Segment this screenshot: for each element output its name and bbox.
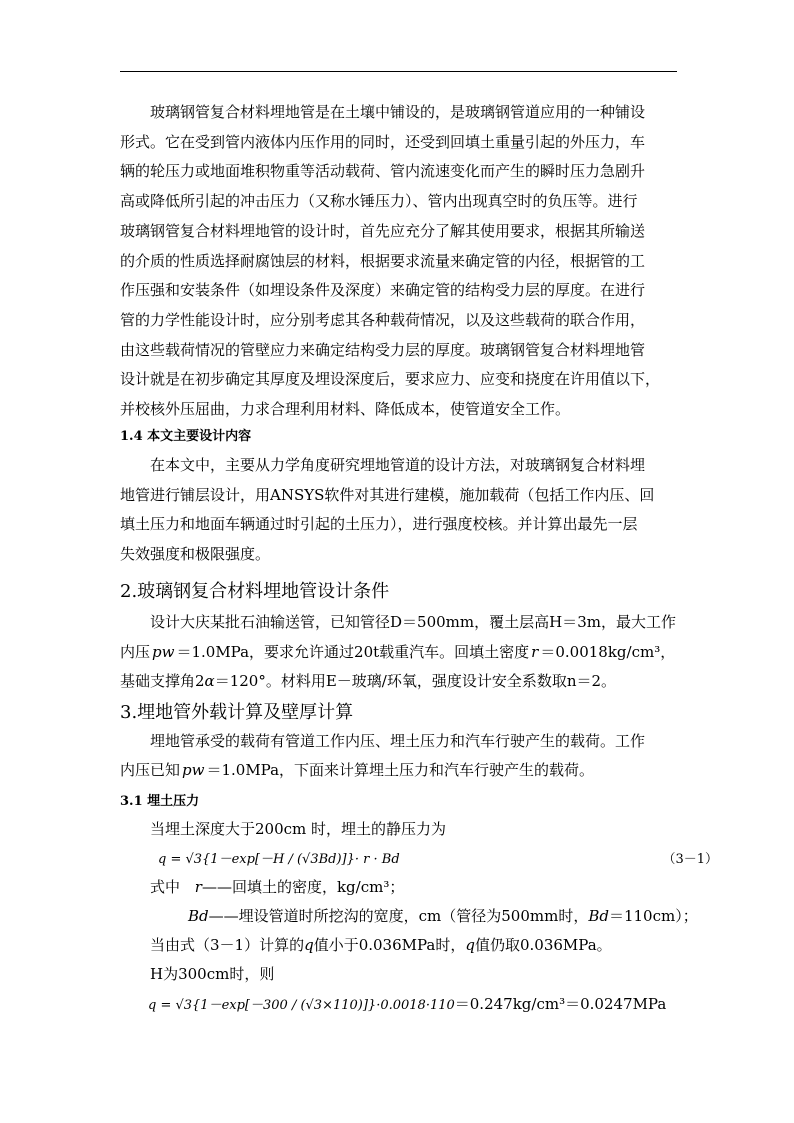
formula-text: q = √3{1－exp[－300 / (√3×110)]}·0.0018·110 [148,998,455,1013]
text-line: 地管进行铺层设计，用ANSYS软件对其进行建模，施加载荷（包括工作内压、回 [120,485,655,504]
text-line: 在本文中，主要从力学角度研究埋地管道的设计方法，对玻璃钢复合材料埋 [150,456,646,474]
text-fragment: 内压 [120,643,151,661]
text-line: 形式。它在受到管内液体内压作用的同时，还受到回填土重量引起的外压力，车 [120,132,646,151]
text-line: 设计就是在初步确定其厚度及埋设深度后，要求应力、应变和挠度在许用值以下， [120,370,661,389]
text-line [120,934,710,956]
text-fragment: ＝0.0018kg/cm³， [540,643,676,661]
text-line: 填土压力和地面车辆通过时引起的土压力），进行强度校核。并计算出最先一层 [120,515,638,534]
equation-number: （3－1） [662,852,718,867]
section-heading-3: 3.埋地管外载计算及壁厚计算 [120,702,354,723]
symbol-pw: pw [182,761,205,779]
text-fragment: ＝1.0MPa，下面来计算埋土压力和汽车行驶产生的载荷。 [206,761,595,779]
text-fragment: 值仍取0.036MPa。 [474,936,612,954]
text-line: 高或降低所引起的冲击压力（又称水锤压力）、管内出现真空时的负压等。进行 [120,192,638,211]
symbol-r: r [194,878,202,896]
text-line: 设计大庆某批石油输送管，已知管径D＝500mm，覆土层高H＝3m，最大工作 [150,613,676,631]
text-line: 作压强和安装条件（如埋设条件及深度）来确定管的结构受力层的厚度。在进行 [120,281,646,300]
text-line [120,759,680,781]
symbol-bd: Bd [588,907,609,925]
text-line: 当埋土深度大于200cm 时，埋土的静压力为 [150,820,447,838]
text-line: 并校核外压屈曲，力求合理利用材料、降低成本，使管道安全工作。 [120,400,571,419]
text-line: 辆的轮压力或地面堆积物重等活动载荷、管内流速变化而产生的瞬时压力急剧升 [120,162,646,181]
text-line: 玻璃钢管复合材料埋地管的设计时，首先应充分了解其使用要求，根据其所输送 [120,221,646,240]
formula-result: ＝0.247kg/cm³＝0.0247MPa [454,995,667,1013]
symbol-r: r [531,643,539,661]
text-fragment: 基础支撑角2 [120,672,205,690]
text-fragment: 式中 [150,878,181,896]
text-fragment: 值小于0.036MPa时， [313,936,466,954]
text-fragment: 当由式（3－1）计算的 [150,936,305,954]
text-fragment: ＝1.0MPa，要求允许通过20t载重汽车。回填土密度 [176,643,530,661]
text-line: 由这些载荷情况的管壁应力来确定结构受力层的厚度。玻璃钢管复合材料埋地管 [120,340,646,359]
text-line: 管的力学性能设计时，应分别考虑其各种载荷情况，以及这些载荷的联合作用， [120,310,646,329]
text-line: H为300cm时，则 [150,965,275,983]
text-line [120,641,680,663]
text-line: 失效强度和极限强度。 [120,545,271,564]
symbol-q: q [465,936,475,954]
section-1-4-paragraph [120,451,680,570]
formula-3-1 [120,848,718,867]
text-fragment: ＝120°。材料用E－玻璃/环氧，强度设计安全系数取n＝2。 [214,672,617,690]
symbol-bd: Bd [188,907,209,925]
text-fragment: ＝110cm）； [608,907,698,925]
text-line: 埋地管承受的载荷有管道工作内压、埋土压力和汽车行驶产生的载荷。工作 [150,732,646,750]
symbol-alpha: α [204,672,215,690]
text-line: 的介质的性质选择耐腐蚀层的材料，根据要求流量来确定管的内径，根据管的工 [120,251,646,270]
text-line [120,670,680,692]
formula-evaluation [120,993,708,1017]
text-fragment: 内压已知 [120,761,181,779]
symbol-pw: pw [152,643,175,661]
text-fragment: ——埋设管道时所挖沟的宽度，cm（管径为500mm时， [208,907,589,925]
section-heading-3-1: 3.1 埋土压力 [120,794,200,809]
text-line: 玻璃钢管复合材料埋地管是在土壤中铺设的，是玻璃钢管道应用的一种铺设 [150,103,646,121]
text-line [120,905,748,927]
section-heading-2: 2.玻璃钢复合材料埋地管设计条件 [120,581,390,602]
section-heading-1-4: 1.4 本文主要设计内容 [120,429,252,444]
intro-paragraph [120,98,680,425]
text-fragment: ——回填土的密度，kg/cm³； [201,878,405,896]
text-line [120,876,710,898]
formula-text: q = √3{1－exp[－H / (√3Bd)]}· r · Bd [158,852,400,867]
symbol-q: q [304,936,314,954]
header-rule [120,71,677,72]
